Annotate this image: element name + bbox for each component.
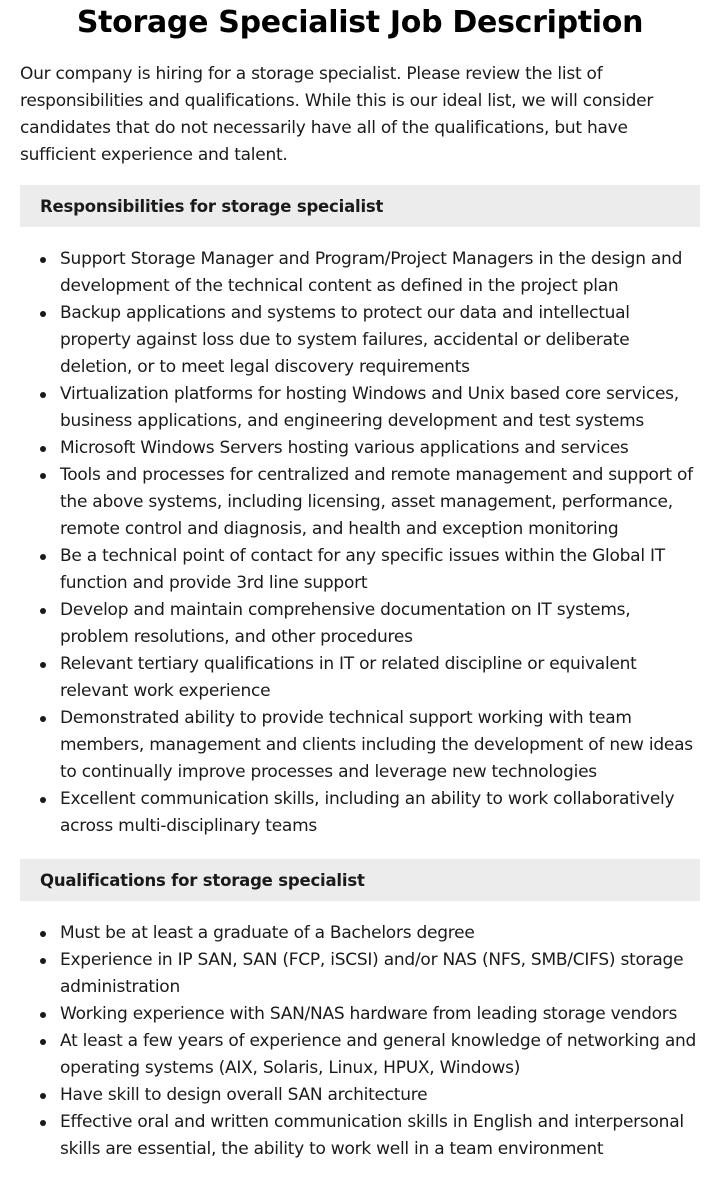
bullet-icon: [40, 1012, 46, 1018]
list-item: [20, 1001, 700, 1028]
list-item-text: Experience in IP SAN, SAN (FCP, iSCSI) and/or NAS (NFS, SMB/CIFS) storage administration: [60, 950, 684, 997]
list-item: [20, 947, 700, 1001]
bullet-icon: [40, 662, 46, 668]
list-item-text: Effective oral and written communication skills in English and interpersonal skills are essential, the ability to work well in a team environment: [60, 1112, 684, 1159]
list-item-text: Be a technical point of contact for any specific issues within the Global IT function and provide 3rd line support: [60, 546, 665, 593]
list-item: [20, 651, 700, 705]
list-item-text: Tools and processes for centralized and remote management and support of the above systems, including licensing, asset management, performance, remote control and diagnosis, and health and exception monitoring: [60, 465, 693, 539]
list-item-text: Excellent communication skills, including an ability to work collaboratively across multi-disciplinary teams: [60, 789, 675, 836]
list-item: [20, 786, 700, 840]
list-item-text: Support Storage Manager and Program/Project Managers in the design and development of the technical content as defined in the project plan: [60, 249, 683, 296]
list-item-text: Demonstrated ability to provide technical support working with team members, management and clients including the development of new ideas to continually improve processes and leverage new technologies: [60, 708, 693, 782]
list-item: [20, 246, 700, 300]
list-item: [20, 1028, 700, 1082]
bullet-icon: [40, 1039, 46, 1045]
bullet-icon: [40, 1120, 46, 1126]
qualifications-list: [20, 920, 700, 1163]
bullet-icon: [40, 608, 46, 614]
bullet-icon: [40, 257, 46, 263]
list-item-text: Have skill to design overall SAN architecture: [60, 1085, 428, 1105]
bullet-icon: [40, 311, 46, 317]
intro-paragraph: Our company is hiring for a storage specialist. Please review the list of responsibilities and qualifications. While this is our ideal list, we will consider candidates that do not necessarily have all of the qualifications, but have sufficient experience and talent.: [20, 64, 654, 165]
list-item-text: Must be at least a graduate of a Bachelors degree: [60, 923, 475, 943]
list-item: [20, 705, 700, 786]
list-item-text: At least a few years of experience and general knowledge of networking and operating systems (AIX, Solaris, Linux, HPUX, Windows): [60, 1031, 697, 1078]
list-item-text: Virtualization platforms for hosting Windows and Unix based core services, business applications, and engineering development and test systems: [60, 384, 679, 431]
list-item-text: Develop and maintain comprehensive documentation on IT systems, problem resolutions, and other procedures: [60, 600, 631, 647]
responsibilities-section-header: [20, 185, 700, 227]
list-item: [20, 920, 700, 947]
list-item: [20, 1082, 700, 1109]
list-item: [20, 435, 700, 462]
responsibilities-heading: Responsibilities for storage specialist: [40, 196, 384, 216]
bullet-icon: [40, 797, 46, 803]
bullet-icon: [40, 392, 46, 398]
list-item: [20, 1109, 700, 1163]
list-item: [20, 543, 700, 597]
list-item: [20, 381, 700, 435]
qualifications-heading: Qualifications for storage specialist: [40, 870, 365, 890]
bullet-icon: [40, 446, 46, 452]
list-item: [20, 462, 700, 543]
bullet-icon: [40, 716, 46, 722]
bullet-icon: [40, 958, 46, 964]
list-item-text: Relevant tertiary qualifications in IT or related discipline or equivalent relevant work experience: [60, 654, 637, 701]
list-item-text: Working experience with SAN/NAS hardware from leading storage vendors: [60, 1004, 678, 1024]
list-item: [20, 300, 700, 381]
bullet-icon: [40, 1093, 46, 1099]
page-title: Storage Specialist Job Description: [76, 5, 644, 40]
bullet-icon: [40, 473, 46, 479]
responsibilities-list: [20, 246, 700, 840]
bullet-icon: [40, 931, 46, 937]
qualifications-section-header: [20, 859, 700, 901]
list-item-text: Backup applications and systems to protect our data and intellectual property against loss due to system failures, accidental or deliberate deletion, or to meet legal discovery requirements: [60, 303, 630, 377]
bullet-icon: [40, 554, 46, 560]
list-item: [20, 597, 700, 651]
list-item-text: Microsoft Windows Servers hosting various applications and services: [60, 438, 629, 458]
